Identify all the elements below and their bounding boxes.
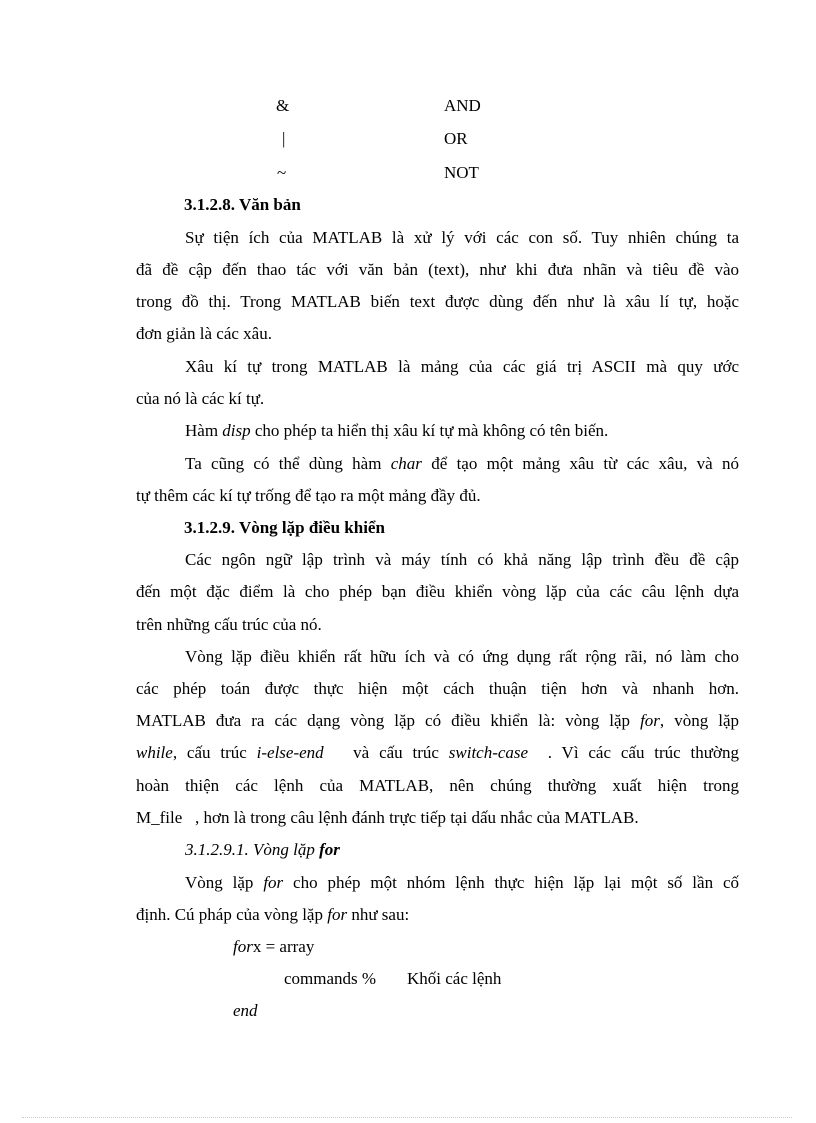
text-span: cho phép một nhóm lệnh thực hiện lặp lại một số lần cố [283,873,740,892]
paragraph-line: trên những cấu trúc của nó. [136,615,322,634]
code-disp: disp [222,421,251,440]
paragraph-line: đến một đặc điểm là cho phép bạn điều khiển vòng lặp của các câu lệnh dựa [136,582,739,601]
syntax-text: x = array [252,937,315,956]
paragraph-line: Xâu kí tự trong MATLAB là mảng của các giá trị ASCII mà quy ước [185,357,739,376]
paragraph-line-for [136,711,739,731]
heading-keyword-for: for [319,840,340,859]
text-span: và cấu trúc [323,743,449,762]
code-switch-case: switch-case [448,743,529,762]
paragraph-line: đơn giản là các xâu. [136,324,272,343]
paragraph-line: của nó là các kí tự. [136,389,265,408]
paragraph-line: đã đề cập đến thao tác với văn bản (text), như khi đưa nhãn và tiêu đề vào [136,260,739,279]
paragraph-line-syntax [136,905,409,925]
paragraph-line: các phép toán được thực hiện một cách thuận tiện hơn và nhanh hơn. [136,679,739,698]
text-span: cho phép ta hiển thị xâu kí tự mà không có tên biến. [250,421,609,440]
paragraph-line: Các ngôn ngữ lập trình và máy tính có khả năng lập trình đều đề cập [185,550,739,569]
section-heading-3128: 3.1.2.8. Văn bản [184,195,301,214]
paragraph-line: Vòng lặp điều khiển rất hữu ích và có ứng dụng rất rộng rãi, nó làm cho [185,647,739,666]
operator-symbol-and: & [276,96,290,115]
text-span: , vòng lặp [659,711,739,730]
text-span: Vòng lặp [185,873,264,892]
section-heading-31291 [185,840,340,860]
footer-divider [22,1117,792,1118]
text-span: . Vì các cấu trúc thường [528,743,739,762]
operator-name-or: OR [444,129,468,148]
text-span: định. Cú pháp của vòng lặp [136,905,328,924]
keyword-for: for [233,937,253,956]
code-char: char [390,454,422,473]
syntax-for-line [233,937,314,957]
paragraph-line: trong đồ thị. Trong MATLAB biến text được dùng đến như là xâu lí tự, hoặc [136,292,739,311]
text-span: , cấu trúc [172,743,257,762]
code-for: for [640,711,660,730]
section-heading-3129: 3.1.2.9. Vòng lặp điều khiển [184,518,385,537]
paragraph-line-structures [136,743,739,763]
operator-symbol-not: ~ [277,163,287,182]
text-span: Ta cũng có thể dùng hàm [185,454,391,473]
paragraph-line: M_file , hơn là trong câu lệnh đánh trực tiếp tại dấu nhắc của MATLAB. [136,808,639,827]
text-span: Hàm [185,421,223,440]
paragraph-line: hoàn thiện các lệnh của MATLAB, nên chúng thường xuất hiện trong [136,776,739,795]
syntax-comment: Khối các lệnh [407,969,502,988]
text-span: để tạo một mảng xâu từ các xâu, và nó [421,454,739,473]
operator-symbol-or: | [282,129,286,148]
paragraph-line: tự thêm các kí tự trống để tạo ra một mảng đầy đủ. [136,486,481,505]
paragraph-line-char [185,454,739,474]
operator-name-and: AND [444,96,481,115]
heading-text: 3.1.2.9.1. Vòng lặp [185,840,320,859]
paragraph-line-disp [185,421,608,441]
paragraph-line-for [185,873,739,893]
code-for: for [327,905,348,924]
operator-name-not: NOT [444,163,479,182]
text-span: MATLAB đưa ra các dạng vòng lặp có điều khiển là: vòng lặp [136,711,641,730]
text-span: như sau: [347,905,410,924]
paragraph-line: Sự tiện ích của MATLAB là xử lý với các con số. Tuy nhiên chúng ta [185,228,739,247]
syntax-commands: commands % [284,969,377,988]
keyword-end: end [233,1001,258,1020]
code-if-else-end: i-else-end [256,743,324,762]
code-for: for [263,873,284,892]
code-while: while [136,743,173,762]
